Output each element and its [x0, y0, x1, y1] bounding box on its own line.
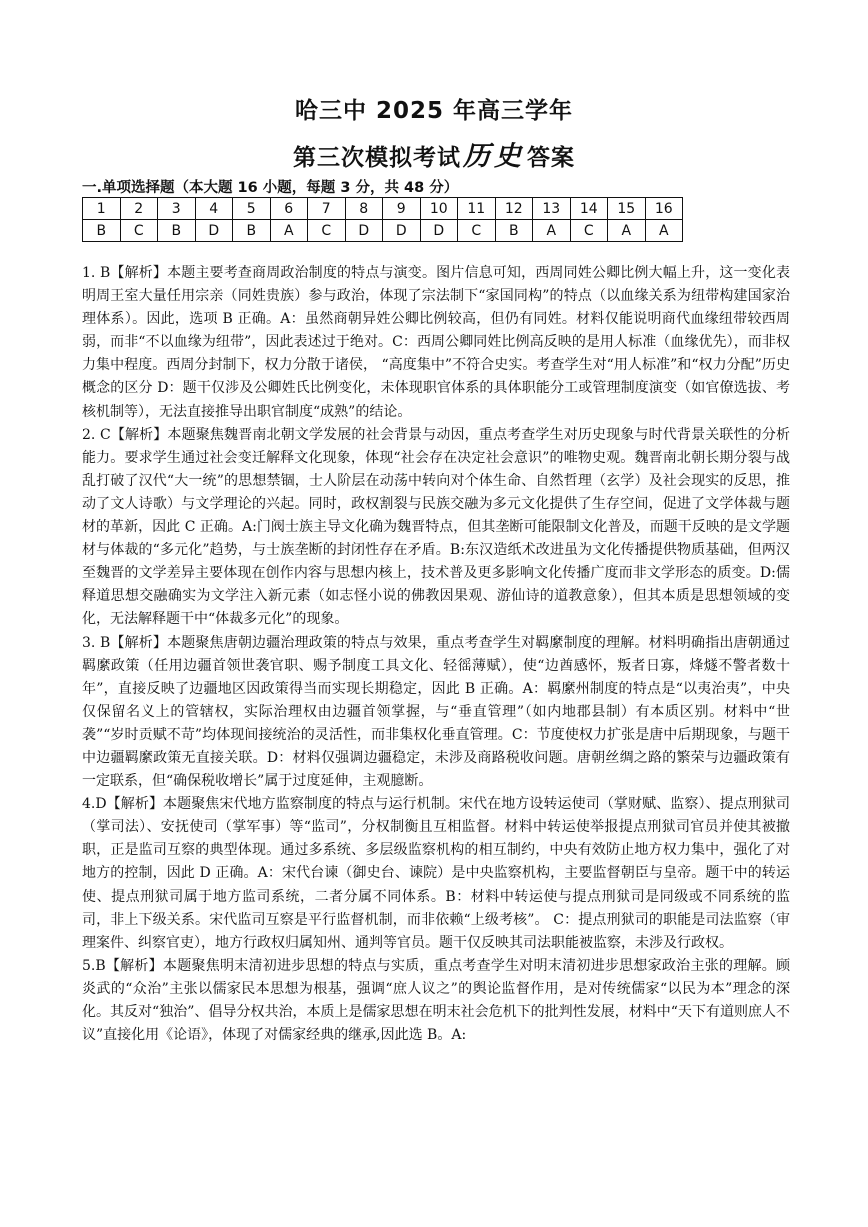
answer-letter: B — [495, 220, 533, 242]
answer-letter: A — [608, 220, 646, 242]
question-number: 15 — [608, 198, 646, 220]
explanation-q4: 4.D【解析】本题聚焦宋代地方监察制度的特点与运行机制。宋代在地方设转运使司（掌财赋、监察）、提点刑狱司（掌司法）、安抚使司（掌军事）等“监司”，分权制衡且互相监督。材料中转运使举报提点刑狱司官员并使其被撤职，正是监司互察的典型体现。通过多系统、多层级监察机构的相互制约，中央有效防止地方权力集中，强化了对地方的控制，因此 D 正确。A：宋代台谏（御史台、谏院）是中央监察机构，主要监督朝臣与皇帝。题干中的转运使、提点刑狱司属于地方监司系统，二者分属不同体系。B：材料中转运使与提点刑狱司是同级或不同系统的监司，非上下级关系。宋代监司互察是平行监督机制，而非依赖“上级考核”。 C：提点刑狱司的职能是司法监察（审理案件、纠察官吏），地方行政权归属知州、通判等官员。题干仅反映其司法职能被监察，未涉及行政权。 — [82, 796, 790, 951]
answer-table-number-row — [83, 198, 683, 220]
question-number: 12 — [495, 198, 533, 220]
document-title-line2 — [0, 134, 868, 173]
answer-letter: B — [233, 220, 271, 242]
question-number: 16 — [645, 198, 683, 220]
answer-letter: D — [345, 220, 383, 242]
question-number: 13 — [533, 198, 571, 220]
answer-letter: A — [533, 220, 571, 242]
question-number: 9 — [383, 198, 421, 220]
question-number: 10 — [420, 198, 458, 220]
answer-letter: B — [158, 220, 196, 242]
explanation-q3: 3. B【解析】本题聚焦唐朝边疆治理政策的特点与效果，重点考查学生对羁縻制度的理解。材料明确指出唐朝通过羁縻政策（任用边疆首领世袭官职、赐予制度工具文化、轻徭薄赋），使“边酋感怀，叛者日寡，烽燧不警者数十年”，直接反映了边疆地区因政策得当而实现长期稳定，因此 B 正确。A：羁縻州制度的特点是“以夷治夷”，中央仅保留名义上的管辖权，实际治理权由边疆首领掌握，与“垂直管理”（如内地郡县制）有本质区别。材料中“世袭”“岁时贡赋不苛”均体现间接统治的灵活性，而非集权化垂直管理。C：节度使权力扩张是唐中后期现象，与题干中边疆羁縻政策无直接关联。D：材料仅强调边疆稳定，未涉及商路税收问题。唐朝丝绸之路的繁荣与边疆政策有一定联系，但“确保税收增长”属于过度延伸，主观臆断。 — [82, 634, 790, 790]
answer-letter: B — [83, 220, 121, 242]
title-suffix: 答案 — [527, 145, 575, 171]
explanation-q5: 5.B【解析】本题聚焦明末清初进步思想的特点与实质，重点考查学生对明末清初进步思想家政治主张的理解。顾炎武的“众治”主张以儒家民本思想为根基，强调“庶人议之”的舆论监督作用，是对传统儒家“以民为本”理念的深化。其反对“独治”、倡导分权共治，本质上是儒家思想在明末社会危机下的批判性发展，材料中“天下有道则庶人不议”直接化用《论语》，体现了对儒家经典的继承,因此选 B。A: — [82, 957, 790, 1044]
answer-table — [82, 197, 683, 242]
answer-letter: C — [570, 220, 608, 242]
answer-letter: C — [120, 220, 158, 242]
explanation-q1: 1. B【解析】本题主要考查商周政治制度的特点与演变。图片信息可知，西周同姓公卿比例大幅上升，这一变化表明周王室大量任用宗亲（同姓贵族）参与政治，体现了宗法制下“家国同构”的特点（以血缘关系为纽带构建国家治理体系）。因此，选项 B 正确。A：虽然商朝异姓公卿比例较高，但仍有同姓。材料仅能说明商代血缘纽带较西周弱，而非“不以血缘为纽带”，因此表述过于绝对。C：西周公卿同姓比例高反映的是用人标准（血缘优先），而非权力集中程度。西周分封制下，权力分散于诸侯， “高度集中”不符合史实。考查学生对“用人标准”和“权力分配”历史概念的区分 D：题干仅涉及公卿姓氏比例变化，未体现职官体系的具体职能分工或管理制度演变（如官僚选拔、考核机制等），无法直接推导出职官制度“成熟”的结论。 — [82, 265, 790, 420]
answer-letter: C — [308, 220, 346, 242]
question-number: 7 — [308, 198, 346, 220]
explanation-q2: 2. C【解析】本题聚焦魏晋南北朝文学发展的社会背景与动因，重点考查学生对历史现象与时代背景关联性的分析能力。要求学生通过社会变迁解释文化现象，体现“社会存在决定社会意识”的唯物史观。魏晋南北朝长期分裂与战乱打破了汉代“大一统”的思想禁锢，士人阶层在动荡中转向对个体生命、自然哲理（玄学）及社会现实的反思，推动了文人诗歌）与文学理论的兴起。同时，政权割裂与民族交融为多元文化提供了生存空间，促进了文学体裁与题材的革新，因此 C 正确。A:门阀士族主导文化确为魏晋特点，但其垄断可能限制文化普及，而题干反映的是文学题材与体裁的“多元化”趋势，与士族垄断的封闭性存在矛盾。B:东汉造纸术改进虽为文化传播提供物质基础，但两汉至魏晋的文学差异主要体现在创作内容与思想内核上，技术普及更多影响文化传播广度而非文学形态的质变。D:儒释道思想交融确实为文学注入新元素（如志怪小说的佛教因果观、游仙诗的道教意象），但其本质是思想领域的变化，无法解释题干中“体裁多元化”的现象。 — [82, 426, 790, 628]
answer-letter: C — [458, 220, 496, 242]
question-number: 3 — [158, 198, 196, 220]
question-number: 14 — [570, 198, 608, 220]
title-subject: 历史 — [463, 141, 525, 172]
answer-letter: D — [383, 220, 421, 242]
question-number: 8 — [345, 198, 383, 220]
question-number: 11 — [458, 198, 496, 220]
question-number: 5 — [233, 198, 271, 220]
answer-letter: D — [195, 220, 233, 242]
question-number: 6 — [270, 198, 308, 220]
question-number: 4 — [195, 198, 233, 220]
answer-letter: A — [645, 220, 683, 242]
answer-table-answer-row — [83, 220, 683, 242]
answer-letter: D — [420, 220, 458, 242]
document-title-line1: 哈三中 2025 年高三学年 — [294, 98, 574, 124]
question-number: 2 — [120, 198, 158, 220]
answer-letter: A — [270, 220, 308, 242]
explanations-body — [82, 262, 790, 1047]
title-prefix: 第三次模拟考试 — [293, 145, 461, 171]
question-number: 1 — [83, 198, 121, 220]
section-heading: 一.单项选择题（本大题 16 小题，每题 3 分，共 48 分） — [82, 180, 459, 196]
